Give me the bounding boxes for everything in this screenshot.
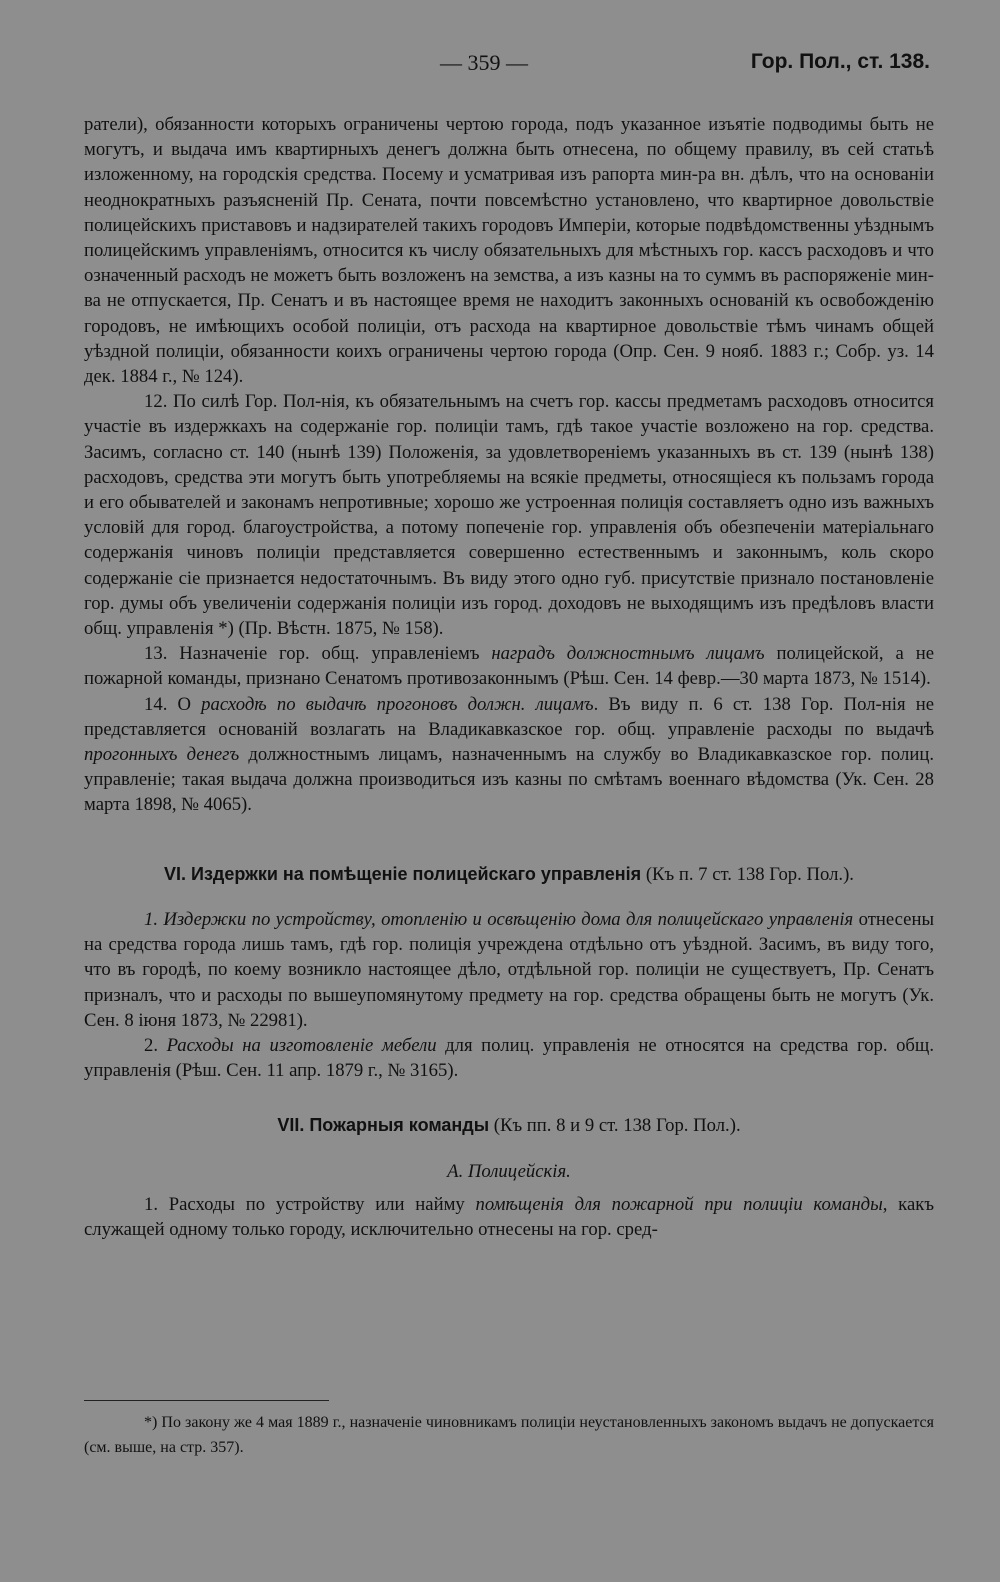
footnote: *) По закону же 4 мая 1889 г., назначеніе чиновникамъ полиціи неустановленныхъ закономъ выдачъ не допускается (см. выше, на стр. 357). [84, 1414, 934, 1456]
emphasis-text: наградъ должностнымъ лицамъ [491, 643, 765, 665]
emphasis-text: прогонныхъ денегъ [84, 744, 240, 766]
section-vi-paragraph-1: 1. Издержки по устройству, отопленію и освѣщенію дома для полицейскаго управленія отнесены на средства города лишь тамъ, гдѣ гор. полиція учреждена отдѣльно отъ уѣздной. Засимъ, въ виду того, что въ городѣ, по коему возникло настоящее дѣло, отдѣльной гор. полиціи не существуетъ, Пр. Сенатъ призналъ, что и расходы по вышеупомянутому предмету на гор. средства обращены быть не могутъ (Ук. Сен. 8 іюня 1873, № 22981). [84, 908, 934, 1031]
running-head: Гор. Пол., ст. 138. [750, 50, 930, 73]
section-vii-paragraph-1: 1. Расходы по устройству или найму помѣщенія для пожарной при полиціи команды, какъ служащей одному только городу, исключительно отнесены на гор. сред- [84, 1193, 934, 1240]
page-header [0, 48, 1000, 84]
section-title: VII. Пожарныя команды [277, 1115, 490, 1136]
emphasis-text: 1. Издержки по устройству, отопленію и освѣщенію дома для полицейскаго управленія [144, 908, 854, 930]
emphasis-text: Расходы на изготовленіе мебели [166, 1034, 437, 1056]
paragraph-13: 13. Назначеніе гор. общ. управленіемъ наградъ должностнымъ лицамъ полицейской, а не пожарной команды, признано Сенатомъ противозаконнымъ (Рѣш. Сен. 14 февр.—30 марта 1873, № 1514). [84, 643, 934, 690]
emphasis-text: расходѣ по выдачѣ прогоновъ должн. лицамъ [201, 693, 594, 715]
section-heading-vi [84, 862, 934, 887]
section-title: VI. Издержки на помѣщеніе полицейскаго управленія [164, 863, 642, 884]
footnote-rule [84, 1400, 329, 1401]
paragraph-14: 14. О расходѣ по выдачѣ прогоновъ должн. лицамъ. Въ виду п. 6 ст. 138 Гор. Пол-нія не представляется основаній возлагать на Владикавказское гор. общ. управленіе расходы по выдачѣ прогонныхъ денегъ должностнымъ лицамъ, назначеннымъ на службу во Владикавказское гор. полиц. управленіе; такая выдача должна производиться изъ казны по смѣтамъ военнаго вѣдомства (Ук. Сен. 28 марта 1898, № 4065). [84, 693, 935, 816]
emphasis-text: помѣщенія для пожарной при полиціи команды [475, 1193, 883, 1215]
section-reference: (Къ пп. 8 и 9 ст. 138 Гор. Пол.). [489, 1115, 741, 1137]
body-text [84, 112, 934, 1242]
paragraph-continued: ратели), обязанности которыхъ ограничены чертою города, подъ указанное изъятіе подводимы быть не могутъ, и выдача имъ квартирныхъ денегъ должна быть отнесена, по общему правилу, въ сей статьѣ изложенному, на городскія средства. Посему и усматривая изъ рапорта мин-ра вн. дѣлъ, что на основаніи неоднократныхъ разъясненій Пр. Сената, почти повсемѣстно установлено, что квартирное довольствіе полицейскихъ приставовъ и надзирателей такихъ городовъ Имперіи, которые подвѣдомственны уѣзднымъ полицейскимъ управленіямъ, относится къ числу обязательныхъ для мѣстныхъ гор. кассъ расходовъ и что означенный расходъ не можетъ быть возложенъ на земства, а изъ казны на то суммъ въ распоряженіе мин-ва не отпускается, Пр. Сенатъ и въ настоящее время не находитъ законныхъ основаній къ освобожденію городовъ, не имѣющихъ особой полиціи, отъ расхода на квартирное довольствіе тѣмъ чинамъ общей уѣздной полиціи, обязанности коихъ ограничены чертою города (Опр. Сен. 9 нояб. 1883 г.; Собр. уз. 14 дек. 1884 г., № 124). [84, 114, 934, 388]
section-vi-paragraph-2: 2. Расходы на изготовленіе мебели для полиц. управленія не относятся на средства гор. общ. управленія (Рѣш. Сен. 11 апр. 1879 г., № 3165). [84, 1034, 934, 1082]
page-number: — 359 — [440, 50, 528, 75]
section-reference: (Къ п. 7 ст. 138 Гор. Пол.). [641, 863, 854, 885]
section-heading-vii [84, 1113, 934, 1138]
subsection-heading: А. Полицейскія. [447, 1160, 571, 1182]
paragraph-12: 12. По силѣ Гор. Пол-нія, къ обязательнымъ на счетъ гор. кассы предметамъ расходовъ относится участіе въ издержкахъ на содержаніе гор. полиціи тамъ, гдѣ такое участіе возложено на гор. средства. Засимъ, согласно ст. 140 (нынѣ 139) Положенія, за удовлетвореніемъ указанныхъ въ ст. 139 (нынѣ 138) расходовъ, средства эти могутъ быть употребляемы на всякіе предметы, относящіеся къ пользамъ города и его обывателей и законамъ непротивные; хорошо же устроенная полиція составляетъ одно изъ важныхъ условій для город. благоустройства, а потому попеченіе гор. управленія объ обезпеченіи матеріальнаго содержанія чиновъ полиціи представляется совершенно естественнымъ и законнымъ, коль скоро содержаніе сіе признается недостаточнымъ. Въ виду этого одно губ. присутствіе признало постановленіе гор. думы объ увеличеніи содержанія полиціи изъ город. доходовъ не выходящимъ изъ предѣловъ власти общ. управленія *) (Пр. Вѣстн. 1875, № 158). [84, 391, 934, 640]
